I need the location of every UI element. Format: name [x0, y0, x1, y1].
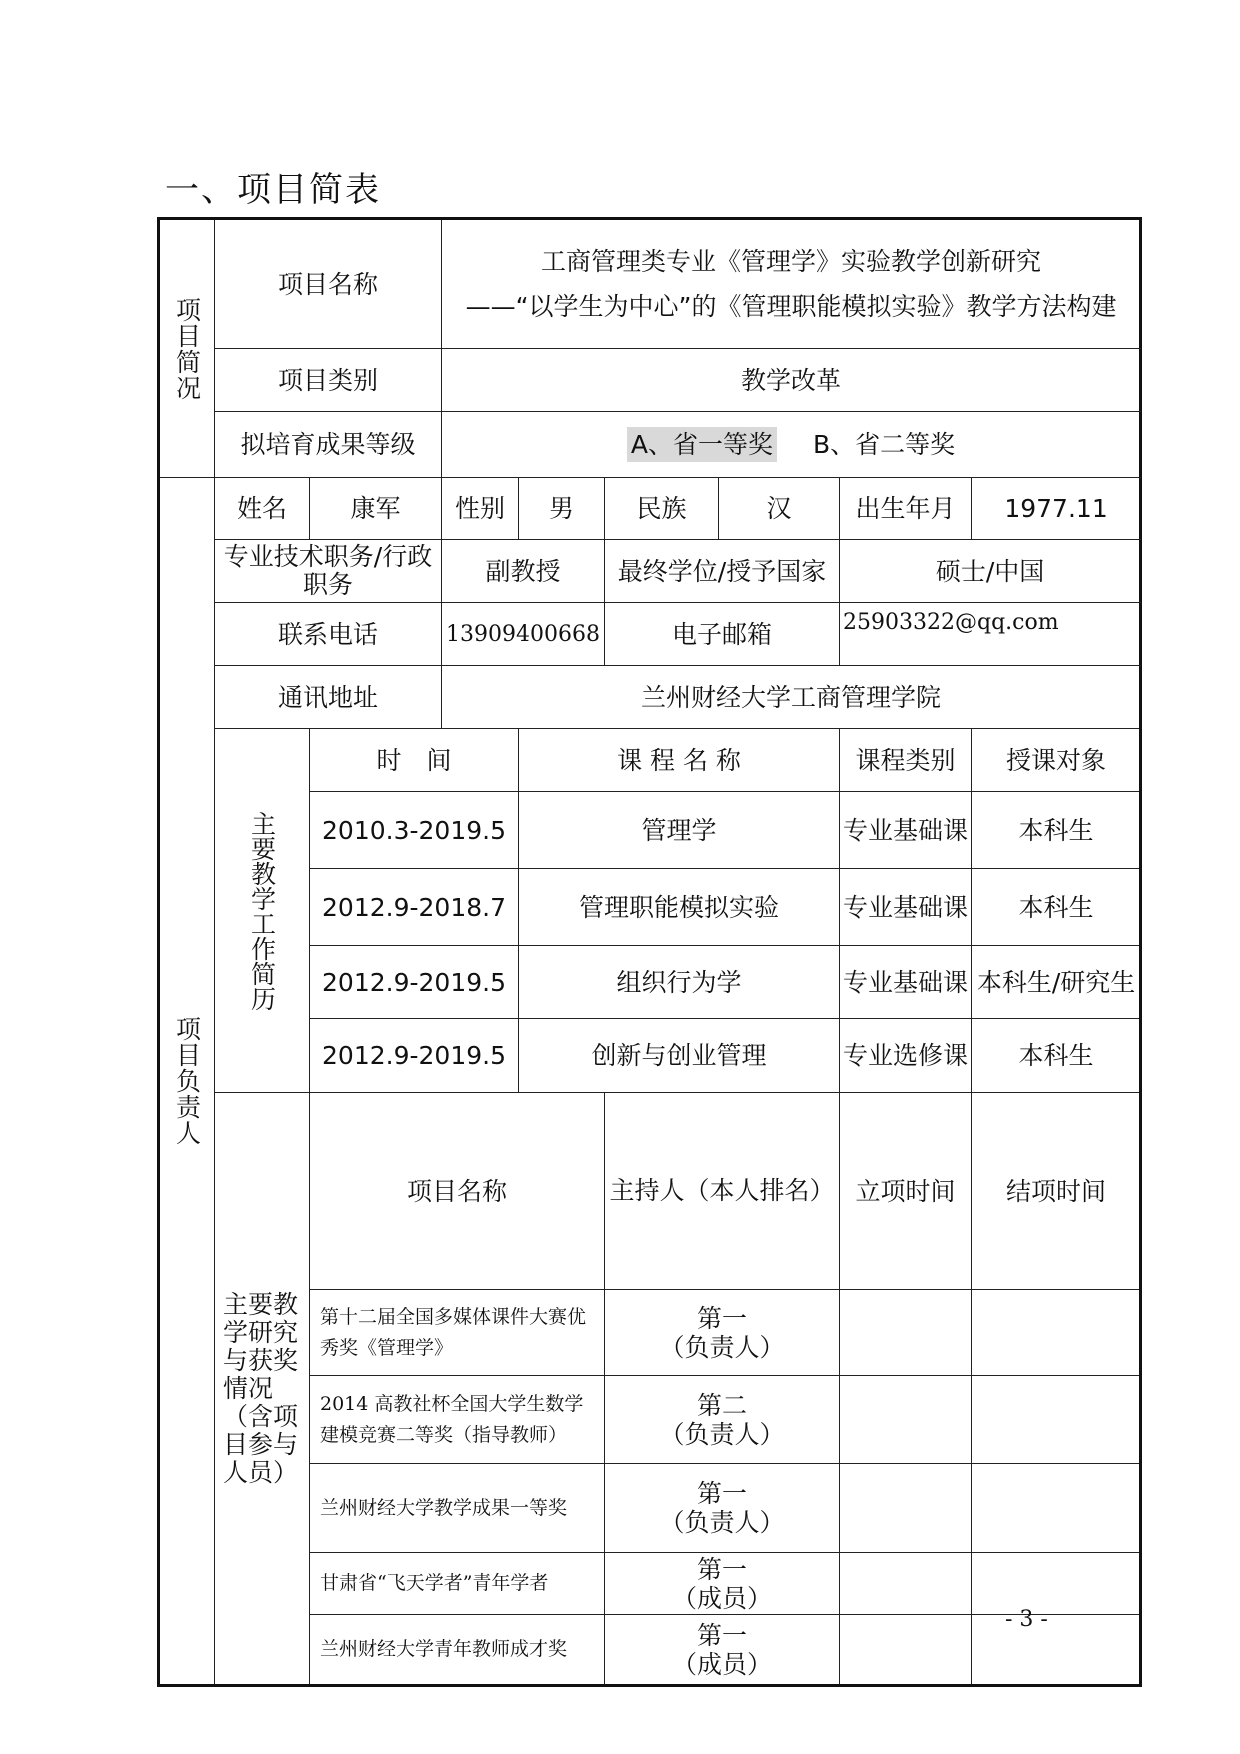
teaching-time: 2010.3-2019.5 [310, 792, 519, 869]
teaching-type: 专业基础课 [840, 869, 972, 946]
teaching-audience: 本科生 [972, 792, 1141, 869]
ethnic-value: 汉 [719, 478, 840, 540]
research-name: 第十二届全国多媒体课件大赛优秀奖《管理学》 [310, 1290, 605, 1376]
ethnic-label: 民族 [605, 478, 719, 540]
research-name: 兰州财经大学青年教师成才奖 [310, 1615, 605, 1686]
project-name-value [442, 219, 1141, 349]
phone-value: 13909400668 [442, 603, 605, 666]
section-leader-label: 项目负责人 [159, 478, 215, 1686]
teaching-header-type: 课程类别 [840, 729, 972, 792]
research-header-end: 结项时间 [972, 1093, 1141, 1290]
degree-value: 硕士/中国 [840, 540, 1141, 603]
teaching-type: 专业选修课 [840, 1019, 972, 1093]
teaching-type: 专业基础课 [840, 792, 972, 869]
teaching-time: 2012.9-2019.5 [310, 946, 519, 1019]
project-name-line2: ——“以学生为中心”的《管理职能模拟实验》教学方法构建 [465, 292, 1117, 321]
email-value: 25903322@qq.com [840, 603, 1141, 666]
research-name: 2014 高教社杯全国大学生数学建模竞赛二等奖（指导教师） [310, 1376, 605, 1464]
grade-option-a: A、省一等奖 [627, 427, 777, 462]
research-end [972, 1553, 1141, 1615]
gender-label: 性别 [442, 478, 519, 540]
research-host: 第二 （负责人） [605, 1376, 840, 1464]
teaching-header-row [159, 729, 1141, 792]
teaching-type: 专业基础课 [840, 946, 972, 1019]
teaching-time: 2012.9-2018.7 [310, 869, 519, 946]
teaching-audience: 本科生 [972, 869, 1141, 946]
research-host: 第一 （负责人） [605, 1464, 840, 1553]
job-title-label: 专业技术职务/行政职务 [215, 540, 442, 603]
research-host: 第一 （负责人） [605, 1290, 840, 1376]
teaching-course: 管理职能模拟实验 [519, 869, 840, 946]
gender-value: 男 [519, 478, 605, 540]
research-start [840, 1553, 972, 1615]
birth-label: 出生年月 [840, 478, 972, 540]
grade-label: 拟培育成果等级 [215, 412, 442, 478]
research-end [972, 1290, 1141, 1376]
research-start [840, 1615, 972, 1686]
job-title-value: 副教授 [442, 540, 605, 603]
teaching-course: 管理学 [519, 792, 840, 869]
teaching-audience: 本科生/研究生 [972, 946, 1141, 1019]
teaching-header-audience: 授课对象 [972, 729, 1141, 792]
research-end [972, 1615, 1141, 1686]
research-host: 第一 （成员） [605, 1553, 840, 1615]
research-section-label: 主要教学研究与获奖情况（含项目参与人员） [215, 1093, 310, 1686]
research-host: 第一 （成员） [605, 1615, 840, 1686]
project-category-value: 教学改革 [442, 349, 1141, 412]
teaching-section-label: 主要教学工作简历 [215, 729, 310, 1093]
research-header-name: 项目名称 [310, 1093, 605, 1290]
teaching-audience: 本科生 [972, 1019, 1141, 1093]
grade-options [442, 412, 1141, 478]
research-name: 甘肃省“飞天学者”青年学者 [310, 1553, 605, 1615]
research-start [840, 1290, 972, 1376]
research-end [972, 1464, 1141, 1553]
research-header-start: 立项时间 [840, 1093, 972, 1290]
name-label: 姓名 [215, 478, 310, 540]
name-value: 康军 [310, 478, 442, 540]
teaching-course: 组织行为学 [519, 946, 840, 1019]
research-start [840, 1464, 972, 1553]
research-header-row [159, 1093, 1141, 1290]
research-start [840, 1376, 972, 1464]
teaching-header-course: 课 程 名 称 [519, 729, 840, 792]
project-category-label: 项目类别 [215, 349, 442, 412]
research-name: 兰州财经大学教学成果一等奖 [310, 1464, 605, 1553]
page-heading: 一、项目简表 [165, 170, 381, 210]
teaching-header-time: 时 间 [310, 729, 519, 792]
project-summary-table [157, 217, 1142, 1687]
page-number: - 3 - [1005, 1607, 1048, 1632]
research-end [972, 1376, 1141, 1464]
research-header-host: 主持人（本人排名） [605, 1093, 840, 1290]
project-name-label: 项目名称 [215, 219, 442, 349]
address-value: 兰州财经大学工商管理学院 [442, 666, 1141, 729]
birth-value: 1977.11 [972, 478, 1141, 540]
email-label: 电子邮箱 [605, 603, 840, 666]
phone-label: 联系电话 [215, 603, 442, 666]
degree-label: 最终学位/授予国家 [605, 540, 840, 603]
teaching-course: 创新与创业管理 [519, 1019, 840, 1093]
section-overview-label: 项目简况 [159, 219, 215, 478]
teaching-time: 2012.9-2019.5 [310, 1019, 519, 1093]
address-label: 通讯地址 [215, 666, 442, 729]
project-name-line1: 工商管理类专业《管理学》实验教学创新研究 [541, 247, 1042, 276]
grade-option-b: B、省二等奖 [813, 430, 956, 459]
